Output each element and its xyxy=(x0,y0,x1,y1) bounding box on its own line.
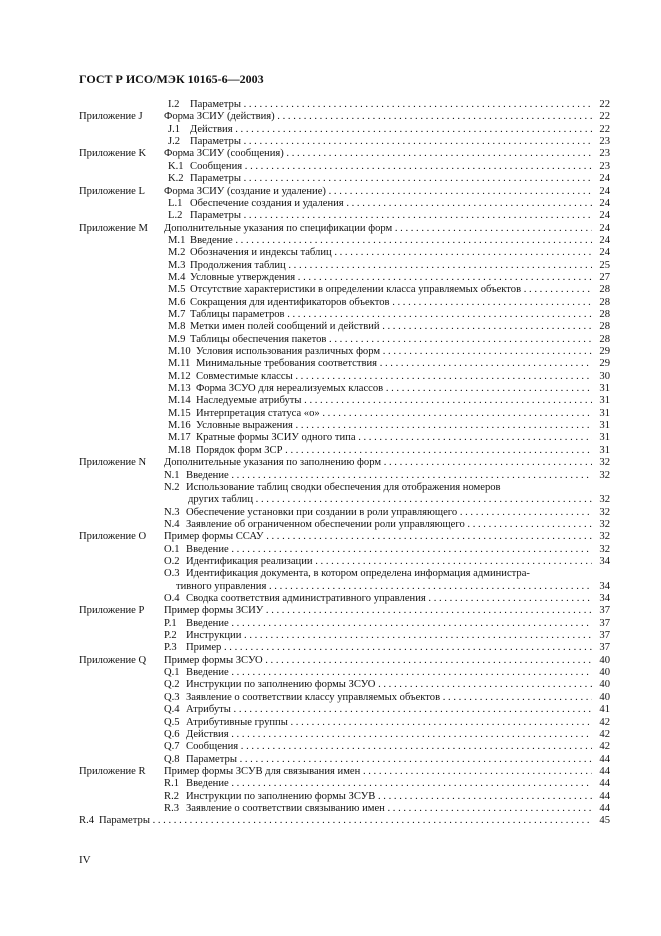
toc-entry-prefix: Приложение R xyxy=(79,765,146,777)
toc-entry-title: Действия . . . xyxy=(186,729,592,741)
toc-entry-page: 29 xyxy=(599,358,610,370)
toc-entry-number: O.2 xyxy=(164,555,180,567)
toc-entry-title: Таблицы параметров . . . xyxy=(190,309,592,321)
toc-entry-number: Q.2 xyxy=(164,679,180,691)
toc-entry-title: Дополнительные указания по заполнению форм . . . xyxy=(164,457,592,469)
toc-entry[interactable] xyxy=(0,395,661,407)
toc-entry-page: 28 xyxy=(599,321,610,333)
toc-entry-title: Введение . . . xyxy=(186,618,592,630)
toc-entry-page: 41 xyxy=(599,704,610,716)
toc-entry-title: Параметры . . . xyxy=(190,173,592,185)
toc-entry[interactable] xyxy=(0,210,661,222)
toc-entry[interactable] xyxy=(0,815,661,827)
toc-entry-number: M.2 xyxy=(168,247,186,259)
toc-entry-prefix: Приложение O xyxy=(79,531,147,543)
toc-entry[interactable] xyxy=(0,161,661,173)
toc-entry-number: M.14 xyxy=(168,395,191,407)
toc-entry-title: Сокращения для идентификаторов объектов . . . xyxy=(190,297,592,309)
toc-entry-title: Обозначения и индексы таблиц . . . xyxy=(190,247,592,259)
toc-entry-page: 24 xyxy=(599,210,610,222)
toc-entry-title: Минимальные требования соответствия . . . xyxy=(196,358,592,370)
toc-entry-number: N.2 xyxy=(164,481,180,493)
toc-entry-page: 24 xyxy=(599,185,610,197)
toc-entry-page: 31 xyxy=(599,432,610,444)
toc-entry[interactable] xyxy=(0,124,661,136)
toc-entry-page: 31 xyxy=(599,420,610,432)
toc-entry[interactable] xyxy=(0,235,661,247)
toc-entry-title: Пример формы ЗСУО . . . xyxy=(164,655,592,667)
toc-entry[interactable] xyxy=(0,692,661,704)
toc-entry-page: 24 xyxy=(599,234,610,246)
toc-entry[interactable] xyxy=(0,223,661,235)
toc-entry-page: 22 xyxy=(599,111,610,123)
toc-entry-title: Условия использования различных форм . . . xyxy=(196,346,592,358)
toc-entry[interactable] xyxy=(0,186,661,198)
toc-entry[interactable] xyxy=(0,679,661,691)
page-header: ГОСТ Р ИСО/МЭК 10165-6—2003 xyxy=(79,72,264,86)
toc-entry-page: 22 xyxy=(599,123,610,135)
toc-entry[interactable] xyxy=(0,519,661,531)
toc-entry-title: Атрибуты . . . xyxy=(186,704,592,716)
toc-entry-title: Обеспечение установки при создании в роли управляющего . . . xyxy=(186,507,592,519)
toc-entry-title: Пример формы ССАУ . . . xyxy=(164,531,592,543)
toc-entry-number: O.4 xyxy=(164,593,180,604)
toc-entry-title: тивного управления . . . xyxy=(176,581,592,593)
toc-entry-title: Пример формы ЗСУВ для связывания имен . . . xyxy=(164,766,592,778)
toc-entry-prefix: Приложение Q xyxy=(79,654,147,666)
toc-entry-number: I.2 xyxy=(168,99,180,110)
toc-entry-page: 44 xyxy=(599,802,610,814)
toc-entry-title: Идентификация реализации . . . xyxy=(186,556,592,568)
toc-entry[interactable] xyxy=(0,618,661,630)
toc-entry-number: R.2 xyxy=(164,790,180,802)
toc-entry-page: 42 xyxy=(599,716,610,728)
toc-entry-page: 34 xyxy=(599,593,610,604)
toc-entry[interactable] xyxy=(0,346,661,358)
toc-entry-page: 31 xyxy=(599,407,610,419)
toc-entry-title: Форма ЗСИУ (сообщения) . . . xyxy=(164,148,592,160)
toc-entry[interactable] xyxy=(0,544,661,556)
toc-entry-title: Введение . . . xyxy=(186,544,592,556)
toc-entry-page: 45 xyxy=(599,815,610,827)
toc-entry-title: Совместимые классы . . . xyxy=(196,371,592,383)
toc-entry-title: Инструкции . . . xyxy=(186,630,592,642)
toc-entry-page: 32 xyxy=(599,506,610,518)
toc-entry-number: M.1 xyxy=(168,234,186,246)
toc-entry[interactable] xyxy=(0,667,661,679)
toc-entry[interactable] xyxy=(0,593,661,605)
toc-entry-title: Условные выражения . . . xyxy=(196,420,592,432)
toc-entry[interactable] xyxy=(0,482,661,494)
toc-entry-page: 34 xyxy=(599,555,610,567)
toc-entry-title: Параметры . . . xyxy=(99,815,592,827)
toc-entry-title: Заявление о соответствии классу управляемых объектов . . . xyxy=(186,692,592,704)
toc-entry[interactable] xyxy=(0,321,661,333)
toc-entry-number: M.12 xyxy=(168,370,191,382)
toc-entry-title: Сводка соответствия административного управления . . . xyxy=(186,593,592,605)
toc-entry-number: R.3 xyxy=(164,802,180,814)
toc-entry-number: M.3 xyxy=(168,259,186,271)
toc-entry[interactable] xyxy=(0,297,661,309)
toc-entry[interactable] xyxy=(0,741,661,753)
toc-entry-title: Параметры . . . xyxy=(186,754,592,766)
toc-entry[interactable] xyxy=(0,272,661,284)
toc-entry[interactable] xyxy=(0,507,661,519)
toc-entry[interactable] xyxy=(0,655,661,667)
toc-entry-number: P.1 xyxy=(164,617,177,629)
toc-entry[interactable] xyxy=(0,791,661,803)
toc-entry-number: L.2 xyxy=(168,210,183,222)
toc-entry-title: Форма ЗСУО для нереализуемых классов . . . xyxy=(196,383,592,395)
toc-entry-number: O.3 xyxy=(164,568,180,580)
toc-entry[interactable] xyxy=(0,457,661,469)
toc-entry-page: 28 xyxy=(599,296,610,308)
toc-entry[interactable] xyxy=(0,605,661,617)
toc-entry-prefix: Приложение L xyxy=(79,185,145,197)
toc-entry-title: Сообщения . . . xyxy=(186,741,592,753)
toc-entry-number: M.8 xyxy=(168,321,186,333)
toc-entry-title: Дополнительные указания по спецификации форм . . . xyxy=(164,223,592,235)
toc-entry-title: Действия . . . xyxy=(190,124,592,136)
toc-entry-number: Q.1 xyxy=(164,667,180,679)
toc-entry-page: 29 xyxy=(599,346,610,357)
toc-entry-page: 32 xyxy=(599,531,610,543)
toc-entry-title: Введение . . . xyxy=(186,667,592,679)
toc-entry-page: 31 xyxy=(599,383,610,395)
toc-entry-page: 28 xyxy=(599,308,610,320)
toc-entry-number: M.11 xyxy=(168,358,191,370)
toc-entry-number: M.10 xyxy=(168,346,191,357)
toc-entry[interactable] xyxy=(0,568,661,580)
toc-entry-title: Интерпретация статуса «о» . . . xyxy=(196,408,592,420)
toc-entry-number: M.9 xyxy=(168,333,186,345)
toc-entry-number: P.3 xyxy=(164,642,177,654)
toc-entry-title: Таблицы обеспечения пакетов . . . xyxy=(190,334,592,346)
toc-entry-title: Заявление о соответствии связыванию имен . . . xyxy=(186,803,592,815)
toc-entry[interactable] xyxy=(0,99,661,111)
toc-entry-title: Введение . . . xyxy=(186,778,592,790)
toc-entry-page: 24 xyxy=(599,247,610,259)
toc-entry-page: 32 xyxy=(599,469,610,481)
toc-entry-number: O.1 xyxy=(164,543,180,555)
toc-entry[interactable] xyxy=(0,803,661,815)
toc-entry-prefix: Приложение K xyxy=(79,148,147,160)
toc-entry[interactable] xyxy=(0,717,661,729)
toc-entry-title: Введение . . . xyxy=(186,470,592,482)
toc-entry-number: M.4 xyxy=(168,271,186,283)
toc-entry-title: Форма ЗСИУ (действия) . . . xyxy=(164,111,592,123)
toc-entry-title: Параметры . . . xyxy=(190,136,592,148)
toc-entry[interactable] xyxy=(0,247,661,259)
toc-entry[interactable] xyxy=(0,766,661,778)
toc-entry-page: 42 xyxy=(599,741,610,753)
toc-entry-page: 40 xyxy=(599,679,610,691)
toc-entry[interactable] xyxy=(0,358,661,370)
toc-entry-title: Наследуемые атрибуты . . . xyxy=(196,395,592,407)
toc-entry[interactable] xyxy=(0,408,661,420)
toc-entry-page: 31 xyxy=(599,395,610,407)
toc-entry-number: J.1 xyxy=(168,123,181,135)
toc-entry-number: Q.5 xyxy=(164,716,180,728)
toc-entry-page: 25 xyxy=(599,259,610,271)
toc-entry[interactable] xyxy=(0,309,661,321)
toc-entry-number: L.1 xyxy=(168,197,183,209)
toc-entry-title: Пример . . . xyxy=(186,642,592,654)
toc-entry-page: 23 xyxy=(599,160,610,172)
toc-entry-page: 28 xyxy=(599,284,610,296)
toc-entry-page: 37 xyxy=(599,630,610,641)
toc-entry[interactable] xyxy=(0,754,661,766)
toc-entry[interactable] xyxy=(0,334,661,346)
toc-entry-page: 23 xyxy=(599,148,610,160)
toc-entry-page: 37 xyxy=(599,617,610,629)
toc-entry-title: Метки имен полей сообщений и действий . . . xyxy=(190,321,592,333)
toc-entry-page: 44 xyxy=(599,790,610,802)
toc-entry-title: Обеспечение создания и удаления . . . xyxy=(190,198,592,210)
toc-entry-page: 24 xyxy=(599,197,610,209)
toc-entry-page: 32 xyxy=(599,457,610,469)
toc-entry-number: K.2 xyxy=(168,173,184,185)
toc-entry-title: Форма ЗСИУ (создание и удаление) . . . xyxy=(164,186,592,198)
toc-entry-page: 44 xyxy=(599,753,610,765)
toc-entry-page: 32 xyxy=(599,543,610,555)
toc-entry-page: 37 xyxy=(599,642,610,654)
toc-entry-number: M.6 xyxy=(168,296,186,308)
toc-entry[interactable] xyxy=(0,470,661,482)
toc-entry[interactable] xyxy=(0,148,661,160)
toc-entry-number: M.15 xyxy=(168,407,191,419)
toc-entry[interactable] xyxy=(0,630,661,642)
toc-entry[interactable] xyxy=(0,198,661,210)
toc-entry-title: Порядок форм ЗСР . . . xyxy=(196,445,592,457)
toc-entry-number: M.13 xyxy=(168,383,191,395)
toc-entry-page: 37 xyxy=(599,605,610,617)
toc-entry-prefix: Приложение M xyxy=(79,222,148,234)
toc-entry-title: Кратные формы ЗСИУ одного типа . . . xyxy=(196,432,592,444)
toc-entry-number: M.16 xyxy=(168,420,191,432)
toc-entry-number: N.1 xyxy=(164,469,180,481)
toc-entry[interactable] xyxy=(0,136,661,148)
toc-entry-page: 34 xyxy=(599,580,610,592)
toc-entry-page: 24 xyxy=(599,173,610,185)
toc-entry-title: Сообщения . . . xyxy=(190,161,592,173)
toc-entry-title: Продолжения таблиц . . . xyxy=(190,260,592,272)
toc-entry-page: 22 xyxy=(599,99,610,110)
toc-entry-number: N.4 xyxy=(164,518,180,530)
toc-entry-page: 40 xyxy=(599,667,610,679)
toc-entry-title: Использование таблиц сводки обеспечения для отображения номеров xyxy=(186,481,501,493)
toc-entry-number: M.17 xyxy=(168,432,191,444)
toc-entry-number: J.2 xyxy=(168,136,181,147)
toc-entry-page: 23 xyxy=(599,136,610,147)
toc-entry[interactable] xyxy=(0,260,661,272)
toc-entry-page: 24 xyxy=(599,222,610,234)
toc-entry-page: 31 xyxy=(599,444,610,456)
toc-entry-prefix: Приложение P xyxy=(79,605,145,617)
toc-entry-number: M.5 xyxy=(168,284,186,296)
toc-entry-page: 28 xyxy=(599,333,610,345)
toc-entry[interactable] xyxy=(0,729,661,741)
toc-entry-page: 44 xyxy=(599,778,610,790)
toc-entry-page: 32 xyxy=(599,494,610,506)
toc-entry-page: 27 xyxy=(599,271,610,283)
toc-entry-title: Введение . . . xyxy=(190,235,592,247)
toc-entry[interactable] xyxy=(0,173,661,185)
toc-entry-title: Условные утверждения . . . xyxy=(190,272,592,284)
toc-entry-title: Параметры . . . xyxy=(190,99,592,111)
toc-entry-title: Заявление об ограниченном обеспечении роли управляющего . . . xyxy=(186,519,592,531)
toc-entry[interactable] xyxy=(0,371,661,383)
toc-entry-prefix: Приложение N xyxy=(79,457,147,469)
toc-entry-number: M.18 xyxy=(168,444,191,456)
toc-entry-page: 30 xyxy=(599,370,610,382)
toc-entry-title: Пример формы ЗСИУ . . . xyxy=(164,605,592,617)
toc-entry-title: Параметры . . . xyxy=(190,210,592,222)
toc-entry[interactable] xyxy=(0,704,661,716)
toc-entry-page: 42 xyxy=(599,728,610,740)
toc-entry-number: Q.4 xyxy=(164,704,180,716)
toc-entry-title: Инструкции по заполнению формы ЗСУО . . . xyxy=(186,679,592,691)
toc-entry[interactable] xyxy=(0,445,661,457)
toc-entry[interactable] xyxy=(0,581,661,593)
toc-entry-title: других таблиц . . . xyxy=(188,494,592,506)
toc-entry-number: Q.6 xyxy=(164,728,180,740)
toc-entry-prefix: R.4 xyxy=(79,815,95,827)
toc-entry[interactable] xyxy=(0,531,661,543)
toc-entry-page: 40 xyxy=(599,691,610,703)
toc-entry[interactable] xyxy=(0,284,661,296)
toc-entry[interactable] xyxy=(0,383,661,395)
toc-entry[interactable] xyxy=(0,432,661,444)
page-number: IV xyxy=(79,854,91,866)
toc-entry-title: Идентификация документа, в котором определена информация администра- xyxy=(186,568,530,580)
toc-entry[interactable] xyxy=(0,642,661,654)
toc-entry-page: 32 xyxy=(599,518,610,530)
toc-entry-number: M.7 xyxy=(168,308,186,320)
toc-entry-title: Отсутствие характеристики в определении класса управляемых объектов . . . xyxy=(190,284,592,296)
toc-entry[interactable] xyxy=(0,111,661,123)
toc-entry-number: K.1 xyxy=(168,160,184,172)
toc-entry-number: Q.8 xyxy=(164,753,180,765)
toc-entry-number: Q.3 xyxy=(164,691,180,703)
toc-entry-title: Атрибутивные группы . . . xyxy=(186,717,592,729)
toc-entry[interactable] xyxy=(0,420,661,432)
toc-entry-number: P.2 xyxy=(164,630,177,641)
toc-entry[interactable] xyxy=(0,556,661,568)
toc-entry-title: Инструкции по заполнению формы ЗСУВ . . . xyxy=(186,791,592,803)
toc-entry-number: Q.7 xyxy=(164,741,180,753)
toc-entry-page: 40 xyxy=(599,654,610,666)
toc-entry-page: 44 xyxy=(599,765,610,777)
toc-entry-number: R.1 xyxy=(164,778,180,790)
toc-entry[interactable] xyxy=(0,494,661,506)
toc-entry-number: N.3 xyxy=(164,506,180,518)
toc-entry[interactable] xyxy=(0,778,661,790)
toc-entry-prefix: Приложение J xyxy=(79,111,143,123)
